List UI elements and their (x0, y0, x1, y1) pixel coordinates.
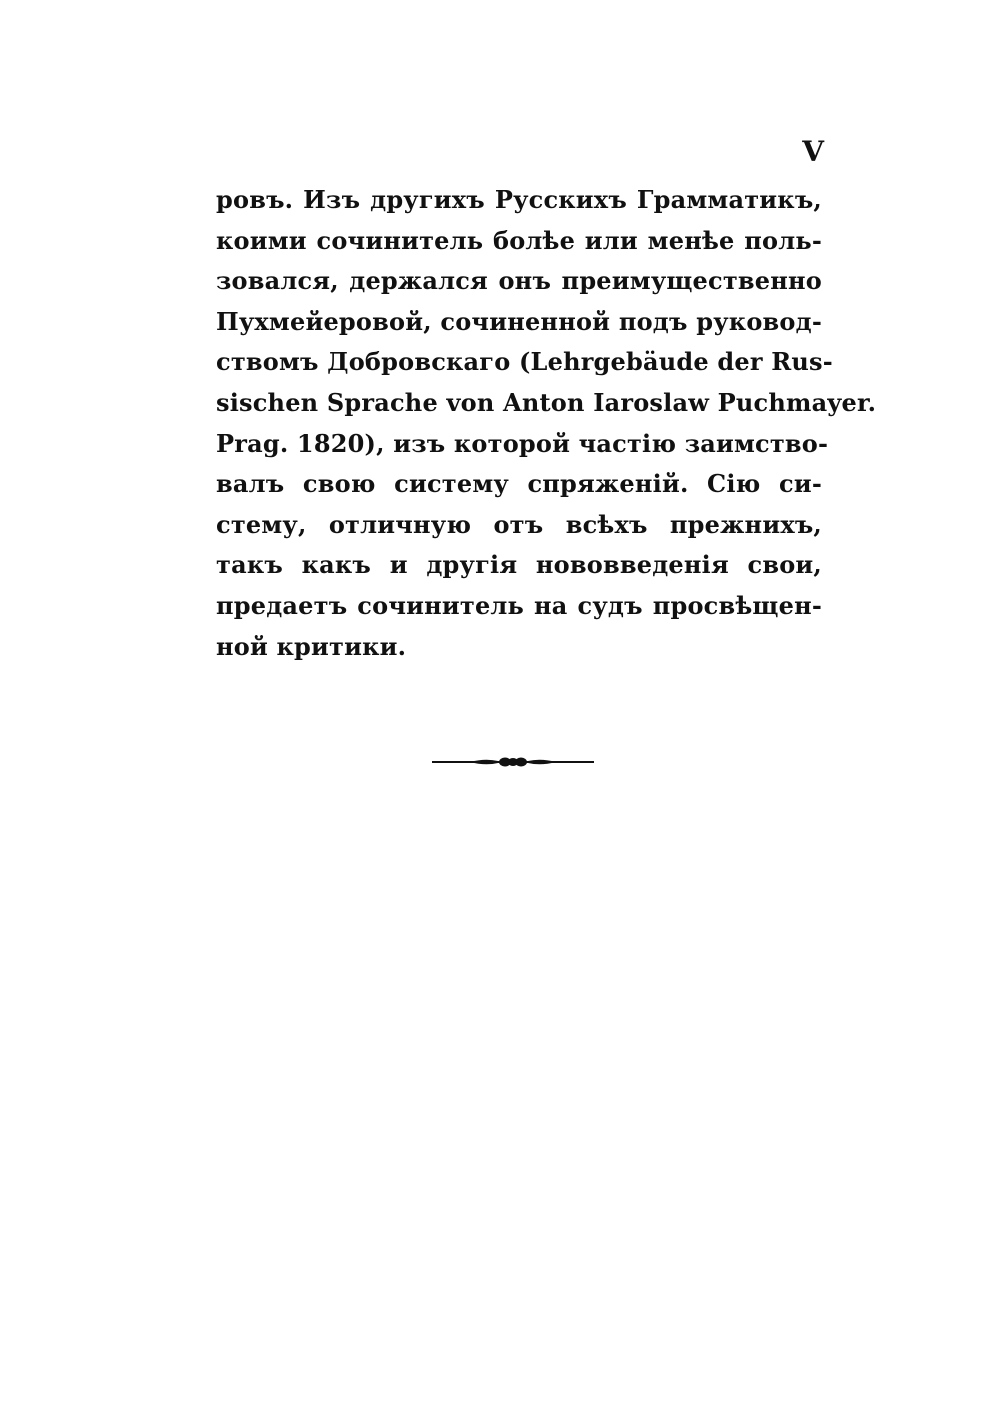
ornament-divider (430, 752, 596, 772)
text-line: Пухмейеровой, сочиненной подъ руковод- (216, 306, 822, 336)
text-line: sischen Sprache von Anton Iaroslaw Puchmayer. (216, 387, 877, 417)
text-line: ной критики. (216, 631, 407, 661)
body-text (216, 180, 877, 667)
text-line: Prag. 1820), изъ которой частію заимство- (216, 428, 829, 458)
text-line: ствомъ Добровскаго (Lehrgebäude der Rus- (216, 347, 833, 377)
text-line: валъ свою систему спряженій. Сію си- (216, 469, 822, 499)
text-line: ровъ. Изъ другихъ Русскихъ Грамматикъ, (216, 185, 822, 214)
text-line: такъ какъ и другія нововведенія свои, (216, 550, 822, 580)
text-line: зовался, держался онъ преимущественно (216, 266, 822, 296)
text-line: стему, отличную отъ всѣхъ прежнихъ, (216, 509, 822, 539)
text-line: предаетъ сочинитель на судъ просвѣщен- (216, 590, 822, 620)
text-line: коими сочинитель болѣе или менѣе поль- (216, 225, 822, 255)
page-number: V (802, 135, 824, 168)
